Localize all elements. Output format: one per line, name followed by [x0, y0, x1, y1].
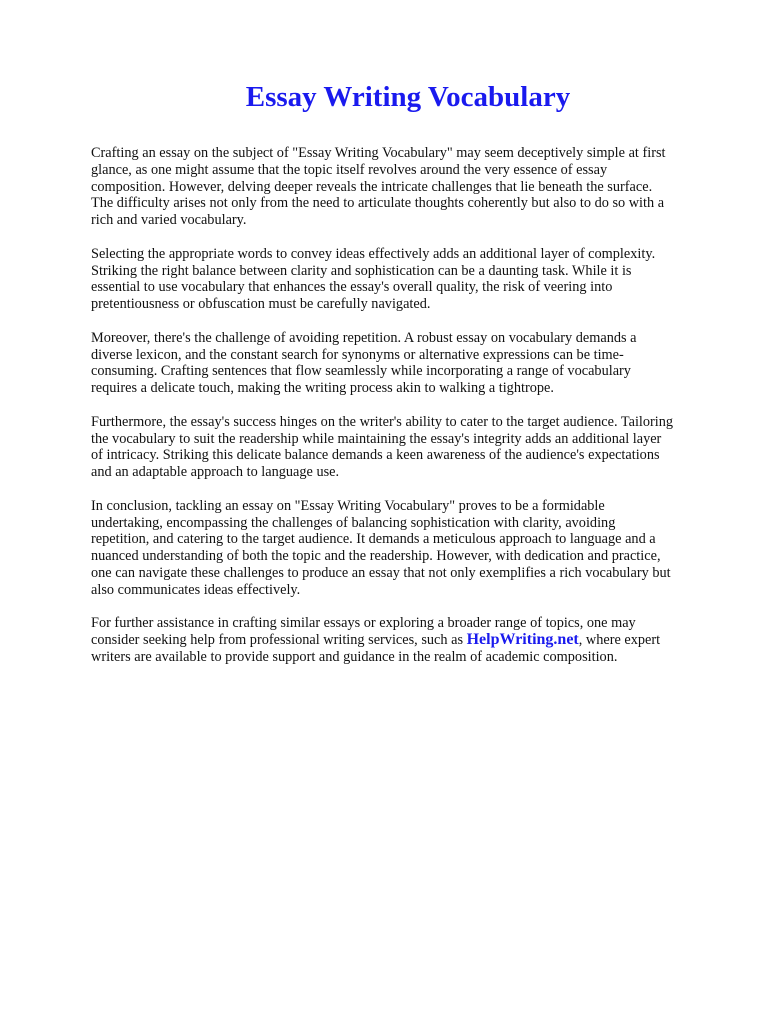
paragraph-line: Selecting the appropriate words to convey ideas effectively adds an additional layer of complexity. — [91, 245, 656, 262]
paragraph-line: Moreover, there's the challenge of avoiding repetition. A robust essay on vocabulary demands a — [91, 329, 637, 346]
paragraph-line: In conclusion, tackling an essay on "Essay Writing Vocabulary" proves to be a formidable — [91, 497, 605, 514]
paragraph-line: undertaking, encompassing the challenges of balancing sophistication with clarity, avoiding — [91, 514, 616, 531]
paragraph-line: of intricacy. Striking this delicate balance demands a keen awareness of the audience's expectations — [91, 447, 660, 464]
paragraph-line-with-link — [91, 632, 731, 649]
paragraph-line: also communicates ideas effectively. — [91, 581, 301, 598]
paragraph-5 — [91, 498, 731, 599]
paragraph-line: nuanced understanding of both the topic and the readership. However, with dedication and practice, — [91, 548, 661, 565]
paragraph-line: essential to use vocabulary that enhances the essay's overall quality, the risk of veering into — [91, 279, 613, 296]
paragraph-line: Furthermore, the essay's success hinges on the writer's ability to cater to the target audience. Tailoring — [91, 413, 674, 430]
helpwriting-link[interactable]: HelpWriting.net — [466, 631, 579, 649]
paragraph-line: rich and varied vocabulary. — [91, 212, 247, 229]
paragraph-line: requires a delicate touch, making the writing process akin to walking a tightrope. — [91, 380, 554, 397]
paragraph-line: The difficulty arises not only from the need to articulate thoughts coherently but also to do so with a — [91, 195, 665, 212]
closing-text-before-link: consider seeking help from professional writing services, such as — [91, 632, 467, 649]
paragraph-line: For further assistance in crafting similar essays or exploring a broader range of topics, one may — [91, 615, 636, 632]
paragraph-line: glance, as one might assume that the topic itself revolves around the very essence of essay — [91, 161, 608, 178]
paragraph-closing — [91, 615, 731, 665]
paragraph-line: diverse lexicon, and the constant search for synonyms or alternative expressions can be time- — [91, 346, 624, 363]
paragraph-3 — [91, 330, 731, 397]
paragraph-1 — [91, 145, 731, 229]
paragraph-line: composition. However, delving deeper reveals the intricate challenges that lie beneath the surface. — [91, 178, 653, 195]
paragraph-2 — [91, 246, 731, 313]
document-body — [91, 145, 731, 683]
paragraph-4 — [91, 414, 731, 481]
paragraph-line: writers are available to provide support and guidance in the realm of academic composition. — [91, 648, 618, 665]
paragraph-line: consuming. Crafting sentences that flow seamlessly while incorporating a range of vocabulary — [91, 363, 631, 380]
paragraph-line: repetition, and catering to the target audience. It demands a meticulous approach to language and a — [91, 531, 656, 548]
paragraph-line: the vocabulary to suit the readership while maintaining the essay's integrity adds an additional layer — [91, 430, 662, 447]
paragraph-line: and an adaptable approach to language use. — [91, 464, 340, 481]
paragraph-line: Striking the right balance between clarity and sophistication can be a daunting task. While it is — [91, 262, 632, 279]
paragraph-line: one can navigate these challenges to produce an essay that not only exemplifies a rich vocabulary but — [91, 564, 671, 581]
paragraph-line: Crafting an essay on the subject of "Essay Writing Vocabulary" may seem deceptively simple at first — [91, 145, 666, 161]
closing-text-after-link: , where expert — [578, 632, 661, 649]
paragraph-line: pretentiousness or obfuscation must be carefully navigated. — [91, 296, 431, 313]
page-title: Essay Writing Vocabulary — [245, 81, 571, 113]
